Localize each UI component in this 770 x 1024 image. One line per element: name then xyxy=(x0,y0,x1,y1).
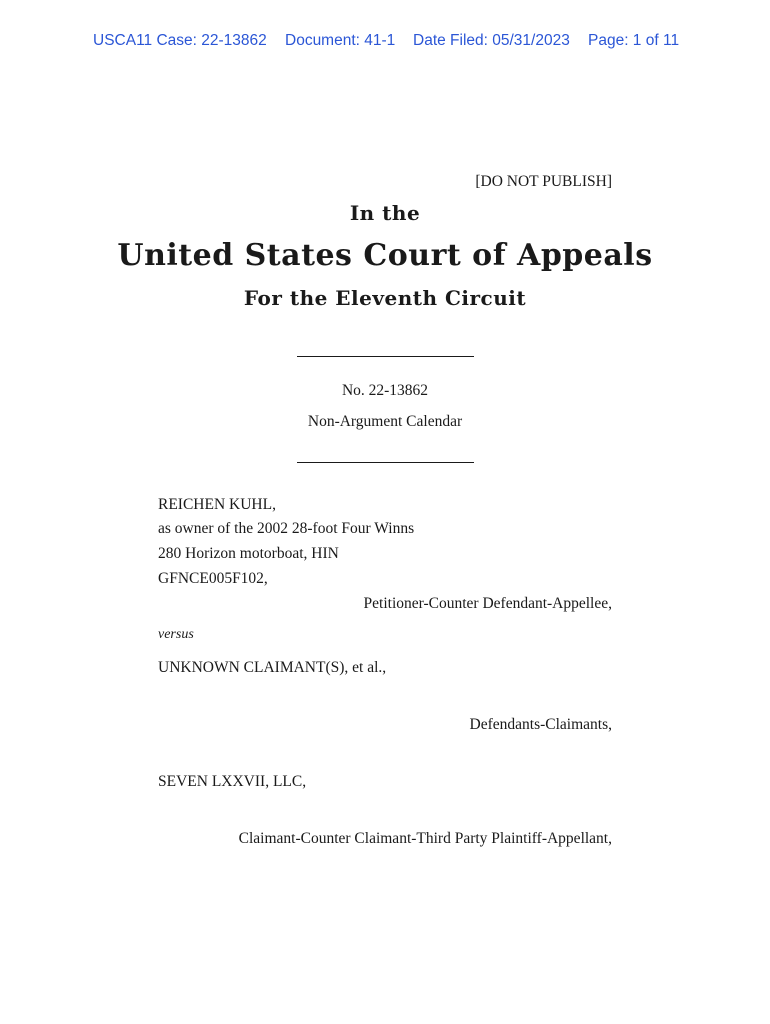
court-heading-line1: In the xyxy=(349,201,421,225)
appellant-name: SEVEN LXXVII, LLC, xyxy=(158,773,307,790)
calendar-type: Non-Argument Calendar xyxy=(307,413,463,430)
defendants-name: UNKNOWN CLAIMANT(S), et al., xyxy=(158,659,387,676)
header-page-number: Page: 1 of 11 xyxy=(588,32,680,49)
divider-bottom xyxy=(297,462,474,463)
appellee-name-line: REICHEN KUHL, xyxy=(158,496,276,513)
appellee-role: Petitioner-Counter Defendant-Appellee, xyxy=(363,595,612,612)
divider-top xyxy=(297,356,474,357)
defendants-role: Defendants-Claimants, xyxy=(469,716,612,733)
publish-notice: [DO NOT PUBLISH] xyxy=(475,173,612,190)
appellee-description-line: GFNCE005F102, xyxy=(158,570,268,587)
appellee-description-line: 280 Horizon motorboat, HIN xyxy=(158,545,339,562)
appellant-role: Claimant-Counter Claimant-Third Party Plaintiff-Appellant, xyxy=(238,830,612,847)
appellee-description-line: as owner of the 2002 28-foot Four Winns xyxy=(158,520,415,537)
header-document-number: Document: 41-1 xyxy=(285,32,396,49)
versus-label: versus xyxy=(158,627,194,642)
header-case-number: USCA11 Case: 22-13862 xyxy=(93,32,267,49)
pacer-header xyxy=(0,32,770,54)
case-number: No. 22-13862 xyxy=(341,382,429,399)
header-date-filed: Date Filed: 05/31/2023 xyxy=(413,32,570,49)
court-heading-circuit: For the Eleventh Circuit xyxy=(243,286,527,310)
court-heading-title: United States Court of Appeals xyxy=(117,238,653,273)
